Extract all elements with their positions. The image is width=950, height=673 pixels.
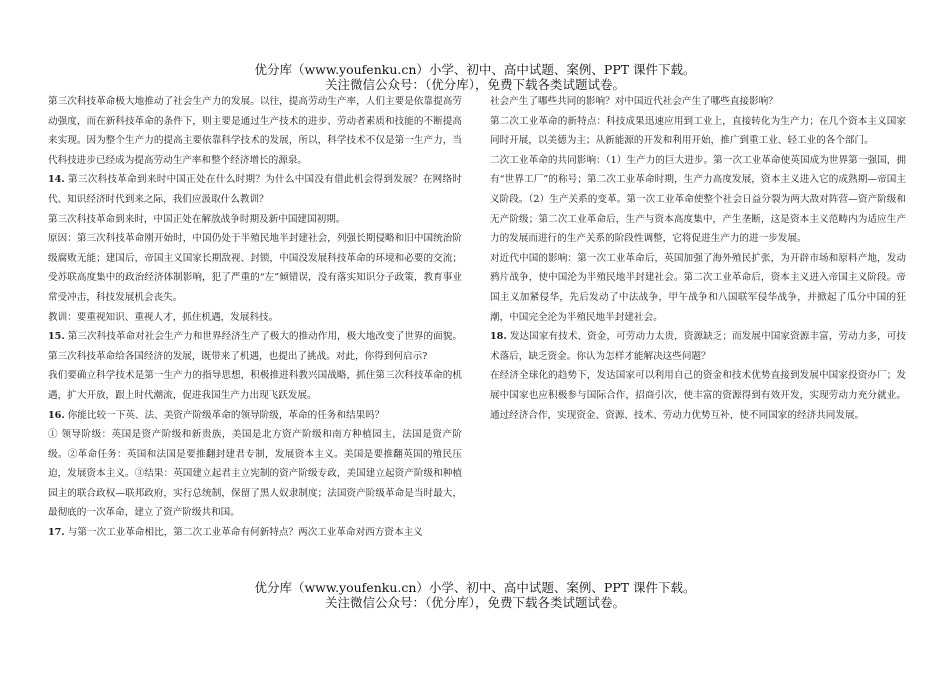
- answer-16: ① 领导阶级：英国是资产阶级和新贵族，美国是北方资产阶级和南方种植园主，法国是资产阶级。②革命任务：英国和法国是要推翻封建君专制，发展资本主义。美国是要推翻英国的殖民压迫，发展资本主义。③结果：英国建立起君主立宪制的资产阶级专政，美国建立起资产阶级和种植园主的联合政权—联邦政府，实行总统制，保留了黑人奴隶制度；法国资产阶级革命是当时最大，最彻底的一次革命，建立了资产阶级共和国。: [48, 429, 462, 519]
- question-14-number: 14.: [48, 174, 65, 186]
- answer-17-common-impact: 二次工业革命的共同影响：（1）生产力的巨大进步。第一次工业革命使英国成为世界第一强国，拥有“世界工厂”的称号；第二次工业革命时期，生产力高度发展，资本主义进入它的成熟期—帝国主义阶段。（2）生产关系的变革。第一次工业革命使整个社会日益分裂为两大敌对阵营—资产阶级和无产阶级；第二次工业革命后，生产与资本高度集中，产生垄断，这是资本主义范畴内为适应生产力的发展而进行的生产关系的阶段性调整，它将促进生产力的进一步发展。: [490, 154, 906, 245]
- answer-17-china-impact: 对近代中国的影响：第一次工业革命后，英国加强了海外殖民扩张，为开辟市场和原料产地，发动鸦片战争，使中国沦为半殖民地半封建社会。第二次工业革命后，资本主义进入帝国主义阶段。帝国主义加紧侵华，先后发动了中法战争，甲午战争和八国联军侵华战争，并掀起了瓜分中国的狂潮，中国完全沦为半殖民地半封建社会。: [490, 252, 906, 323]
- footer-line-1: 优分库（www.youfenku.cn）小学、初中、高中试题、案例、PPT 课件下载。: [254, 580, 696, 595]
- footer-line-2: 关注微信公众号：（优分库），免费下载各类试题试卷。: [324, 595, 625, 610]
- intro-paragraph: 第三次科技革命极大地推动了社会生产力的发展。以往，提高劳动生产率，人们主要是依靠提高劳动强度，而在新科技革命的条件下，则主要是通过生产技术的进步、劳动者素质和技能的不断提高来实现。因为整个生产力的提高主要依靠科学技术的发展，所以，科学技术不仅是第一生产力，当代科技进步已经成为提高劳动生产率和整个经济增长的源泉。: [48, 96, 462, 166]
- header-banner: [0, 62, 950, 92]
- footer-banner: [0, 580, 950, 610]
- answer-14-reason: 原因：第三次科技革命刚开始时，中国仍处于半殖民地半封建社会，列强长期侵略和旧中国统治阶级腐败无能；建国后，帝国主义国家长期敌视、封锁，中国没发展科技革命的环境和必要的交流；受苏联高度集中的政治经济体制影响，犯了严重的“左”倾错误，没有落实知识分子政策，教育事业常受冲击，科技发展机会丧失。: [48, 233, 462, 303]
- question-15-number: 15.: [48, 331, 65, 343]
- answer-14-lesson: 教训：要重视知识、重视人才，抓住机遇，发展科技。: [48, 311, 279, 323]
- answer-17-features: 第二次工业革命的新特点：科技成果迅速应用到工业上，直接转化为生产力；在几个资本主义国家同时开展，以美德为主；从新能源的开发和利用开始，推广到重工业、轻工业的各个部门。: [490, 115, 906, 147]
- header-line-1: 优分库（www.youfenku.cn）小学、初中、高中试题、案例、PPT 课件下载。: [254, 62, 696, 77]
- question-17-continued: 社会产生了哪些共同的影响？对中国近代社会产生了哪些直接影响？: [490, 96, 778, 107]
- question-17-text: 与第一次工业革命相比，第二次工业革命有何新特点？两次工业革命对西方资本主义: [67, 527, 423, 539]
- question-18: [490, 327, 906, 366]
- right-column: [490, 92, 906, 425]
- question-18-text: 发达国家有技术、资金，可劳动力太贵，资源缺乏；而发展中国家资源丰富，劳动力多，可技术落后，缺乏资金。你认为怎样才能解决这些问题？: [490, 331, 906, 362]
- question-15: [48, 327, 462, 366]
- question-16-text: 你能比较一下英、法、美资产阶级革命的领导阶级，革命的任务和结果吗？: [67, 409, 385, 421]
- answer-14-period: 第三次科技革命到来时，中国正处在解放战争时期及新中国建国初期。: [48, 213, 346, 225]
- question-16: [48, 406, 462, 426]
- answer-15: 我们要确立科学技术是第一生产力的指导思想，积极推进科教兴国战略，抓住第三次科技革命的机遇，扩大开放，跟上时代潮流，促进我国生产力出现飞跃发展。: [48, 370, 462, 401]
- question-14: [48, 170, 462, 209]
- left-column: [48, 92, 462, 543]
- header-line-2: 关注微信公众号：（优分库），免费下载各类试题试卷。: [324, 77, 625, 92]
- question-17: [48, 523, 462, 543]
- answer-18: 在经济全球化的趋势下，发达国家可以利用自己的资金和技术优势直接到发展中国家投资办厂；发展中国家也应积极参与国际合作，招商引次，使丰富的资源得到有效开发，实现劳动力充分就业。通过经济合作，实现资金、资源、技术、劳动力优势互补，使不同国家的经济共同发展。: [490, 370, 906, 421]
- question-14-text: 第三次科技革命到来时中国正处在什么时期？为什么中国没有借此机会得到发展？在网络时代、知识经济时代到来之际，我们应汲取什么教训？: [48, 174, 462, 205]
- question-16-number: 16.: [48, 409, 65, 421]
- question-15-text: 第三次科技革命对社会生产力和世界经济生产了极大的推动作用，极大地改变了世界的面貌。第三次科技革命给各国经济的发展，既带来了机遇，也提出了挑战。对此，你得到何启示?: [48, 331, 462, 362]
- question-18-number: 18.: [490, 331, 507, 343]
- question-17-number: 17.: [48, 527, 65, 539]
